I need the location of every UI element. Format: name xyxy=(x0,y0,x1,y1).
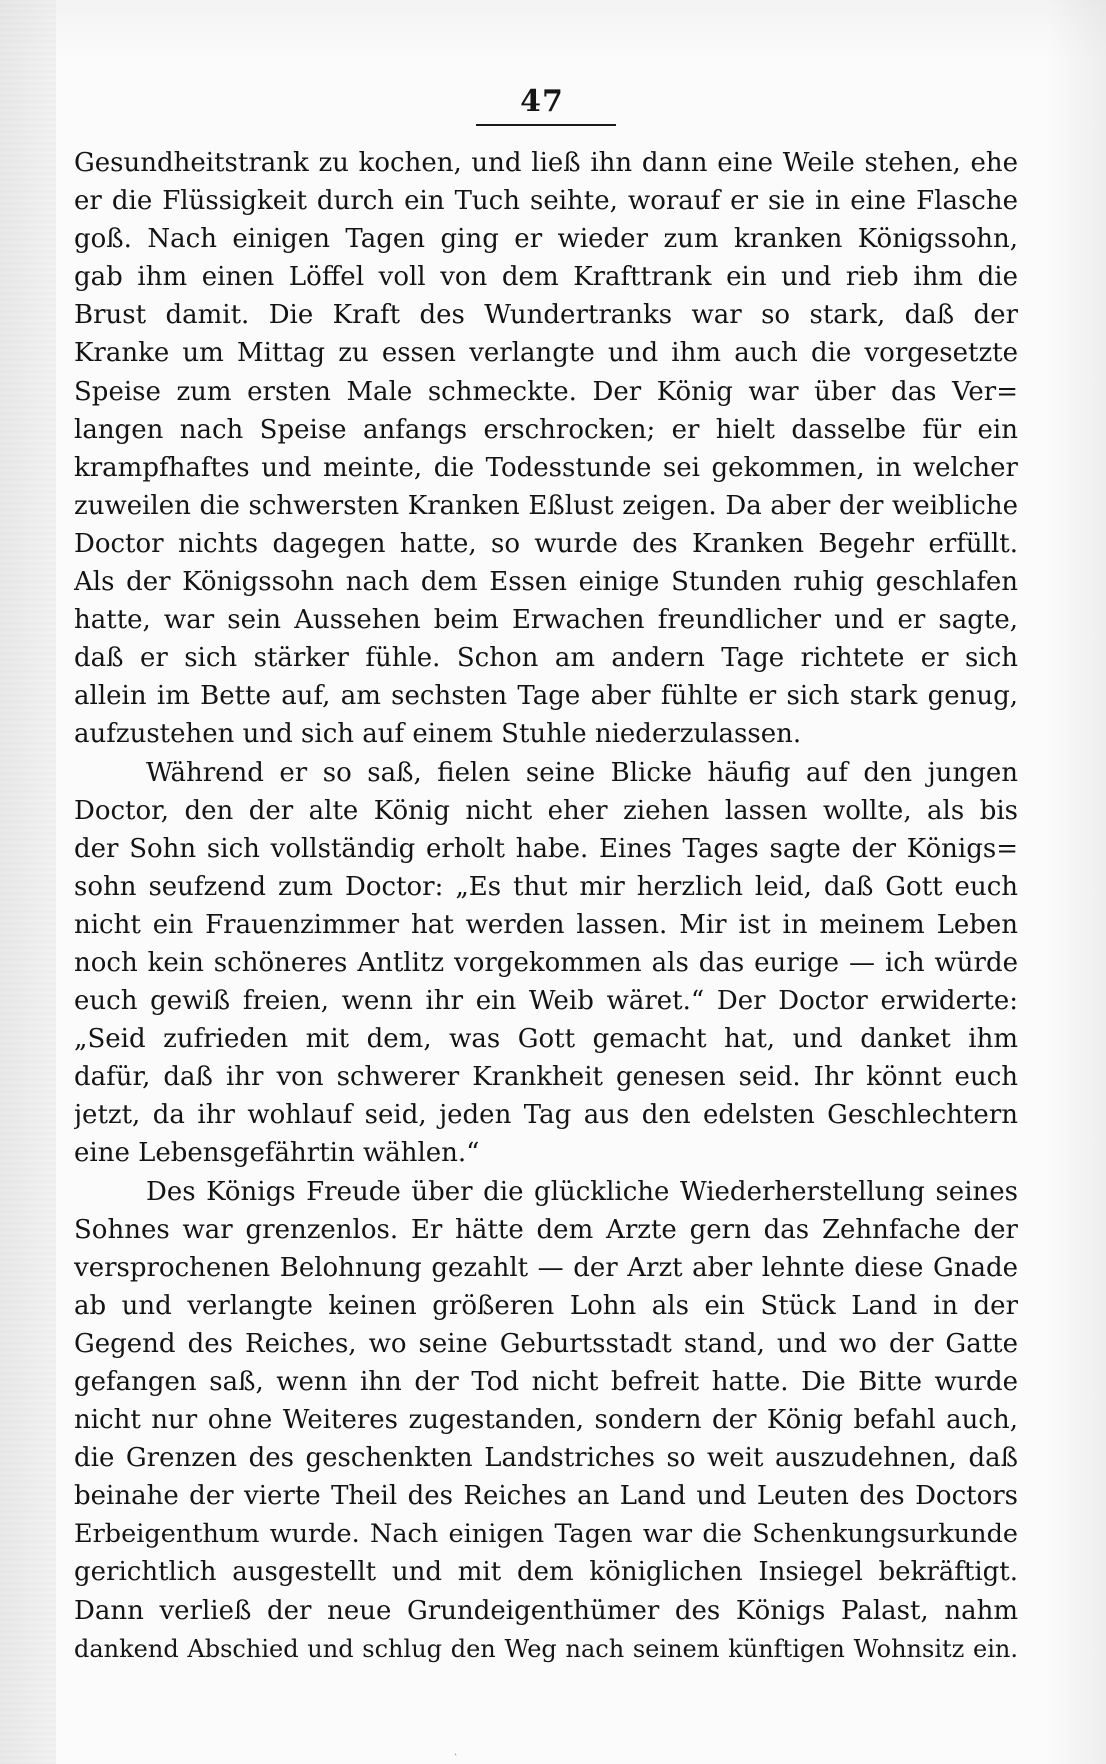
text-line: euch gewiß freien, wenn ihr ein Weib wäret.“ Der Doctor erwiderte: xyxy=(74,986,1018,1017)
text-line: Als der Königssohn nach dem Essen einige Stunden ruhig geschlafen xyxy=(74,567,1018,598)
text-line: zuweilen die schwersten Kranken Eßlust zeigen. Da aber der weibliche xyxy=(74,490,1018,521)
text-line: Dann verließ der neue Grundeigenthümer des Königs Palast, nahm xyxy=(74,1595,1018,1626)
text-line: ab und verlangte keinen größeren Lohn als ein Stück Land in der xyxy=(74,1290,1018,1321)
text-line: Kranke um Mittag zu essen verlangte und ihm auch die vorgesetzte xyxy=(74,338,1018,369)
text-line: eine Lebensgefährtin wählen.“ xyxy=(74,1138,480,1169)
text-line: der Sohn sich vollständig erholt habe. Eines Tages sagte der Königs= xyxy=(74,833,1018,864)
text-line: Gesundheitstrank zu kochen, und ließ ihn dann eine Weile stehen, ehe xyxy=(74,148,1018,178)
body-text xyxy=(74,144,1018,1668)
text-line: goß. Nach einigen Tagen ging er wieder zum kranken Königssohn, xyxy=(74,224,1018,255)
text-line: dafür, daß ihr von schwerer Krankheit genesen seid. Ihr könnt euch xyxy=(74,1062,1018,1093)
text-line: versprochenen Belohnung gezahlt — der Arzt aber lehnte diese Gnade xyxy=(74,1252,1018,1283)
text-line: „Seid zufrieden mit dem, was Gott gemacht hat, und danket ihm xyxy=(74,1024,1018,1055)
text-line: sohn seufzend zum Doctor: „Es thut mir herzlich leid, daß Gott euch xyxy=(74,871,1018,902)
text-line: Doctor, den der alte König nicht eher ziehen lassen wollte, als bis xyxy=(74,795,1018,826)
text-line: krampfhaftes und meinte, die Todesstunde sei gekommen, in welcher xyxy=(74,452,1018,483)
text-line: gerichtlich ausgestellt und mit dem königlichen Insiegel bekräftigt. xyxy=(74,1557,1018,1588)
text-line: jetzt, da ihr wohlauf seid, jeden Tag aus den edelsten Geschlechtern xyxy=(74,1100,1018,1131)
text-line: er die Flüssigkeit durch ein Tuch seihte, worauf er sie in eine Flasche xyxy=(74,186,1018,217)
text-line: Während er so saß, fielen seine Blicke häufig auf den jungen xyxy=(146,757,1018,788)
text-line: Erbeigenthum wurde. Nach einigen Tagen war die Schenkungsurkunde xyxy=(74,1519,1018,1550)
text-line: langen nach Speise anfangs erschrocken; er hielt dasselbe für ein xyxy=(74,414,1018,445)
text-line: dankend Abschied und schlug den Weg nach seinem künftigen Wohnsitz ein. xyxy=(74,1634,1018,1663)
page-number: 47 xyxy=(520,84,564,119)
text-line: beinahe der vierte Theil des Reiches an Land und Leuten des Doctors xyxy=(74,1481,1018,1512)
text-line: Speise zum ersten Male schmeckte. Der König war über das Ver= xyxy=(74,376,1018,407)
text-line: Sohnes war grenzenlos. Er hätte dem Arzte gern das Zehnfache der xyxy=(74,1214,1018,1245)
text-line: nicht ein Frauenzimmer hat werden lassen. Mir ist in meinem Leben xyxy=(74,909,1018,940)
text-line: allein im Bette auf, am sechsten Tage aber fühlte er sich stark genug, xyxy=(74,681,1018,712)
text-line: noch kein schöneres Antlitz vorgekommen als das eurige — ich würde xyxy=(74,947,1018,978)
text-line: Des Königs Freude über die glückliche Wiederherstellung seines xyxy=(146,1176,1018,1207)
text-line: nicht nur ohne Weiteres zugestanden, sondern der König befahl auch, xyxy=(74,1405,1018,1436)
text-line: die Grenzen des geschenkten Landstriches so weit auszudehnen, daß xyxy=(74,1443,1018,1474)
page-edge-shading xyxy=(0,0,56,1764)
text-line: Brust damit. Die Kraft des Wundertranks war so stark, daß der xyxy=(74,300,1018,331)
text-line: aufzustehen und sich auf einem Stuhle niederzulassen. xyxy=(74,719,802,750)
text-line: Doctor nichts dagegen hatte, so wurde des Kranken Begehr erfüllt. xyxy=(74,528,1018,559)
text-line: daß er sich stärker fühle. Schon am andern Tage richtete er sich xyxy=(74,643,1018,674)
text-line: gefangen saß, wenn ihn der Tod nicht befreit hatte. Die Bitte wurde xyxy=(74,1367,1018,1397)
header-rule xyxy=(476,124,616,126)
text-line: Gegend des Reiches, wo seine Geburtsstadt stand, und wo der Gatte xyxy=(74,1328,1018,1359)
text-line: hatte, war sein Aussehen beim Erwachen freundlicher und er sagte, xyxy=(74,605,1018,636)
text-line: gab ihm einen Löffel voll von dem Krafttrank ein und rieb ihm die xyxy=(74,262,1018,293)
